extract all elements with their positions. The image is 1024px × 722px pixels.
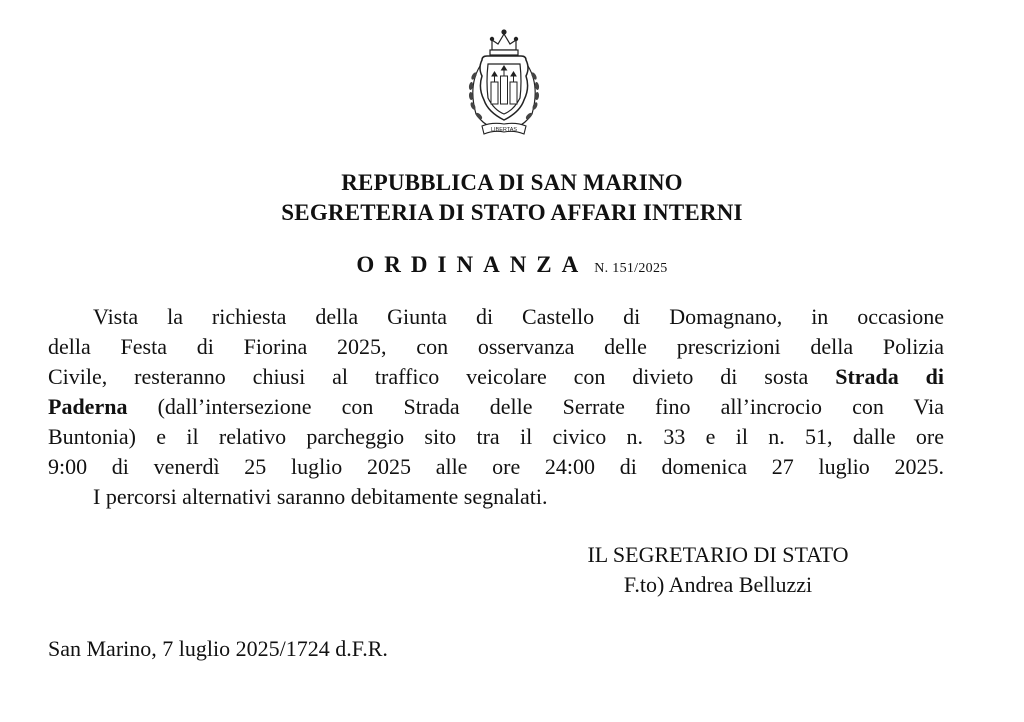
- body-line-7: I percorsi alternativi saranno debitamente segnalati.: [93, 484, 548, 509]
- body-line-5: Buntonia) e il relativo parcheggio sito tra il civico n. 33 e il n. 51, dalle ore: [48, 424, 944, 449]
- ordinanza-number: N. 151/2025: [594, 261, 668, 276]
- coat-of-arms-emblem: [454, 26, 554, 142]
- body-line-4-text: (dall’intersezione con Strada delle Serrate fino all’incrocio con Via: [157, 394, 944, 419]
- emblem-motto: LIBERTAS: [490, 127, 518, 133]
- ordinanza-title: ORDINANZA: [356, 252, 589, 277]
- ordinance-body: [48, 302, 944, 512]
- body-line-6: 9:00 di venerdì 25 luglio 2025 alle ore 24:00 di domenica 27 luglio 2025.: [48, 454, 944, 479]
- body-line-2: della Festa di Fiorina 2025, con osservanza delle prescrizioni della Polizia: [48, 334, 944, 359]
- signatory-name: F.to) Andrea Belluzzi: [623, 572, 813, 597]
- body-line-3-text: Civile, resteranno chiusi al traffico veicolare con divieto di sosta: [48, 364, 809, 389]
- header-republic: REPUBBLICA DI SAN MARINO: [341, 170, 683, 195]
- street-name-bold-cont: Paderna: [48, 394, 128, 419]
- ordinanza-heading: [0, 252, 1024, 278]
- signatory-title: IL SEGRETARIO DI STATO: [587, 542, 849, 567]
- signature-block: [538, 540, 898, 600]
- street-name-bold: Strada di: [835, 364, 945, 389]
- body-line-3: [48, 362, 944, 392]
- header-ministry: SEGRETERIA DI STATO AFFARI INTERNI: [281, 200, 743, 225]
- place-date: San Marino, 7 luglio 2025/1724 d.F.R.: [48, 636, 388, 661]
- body-line-4: [48, 392, 944, 422]
- san-marino-coat-of-arms-icon: [454, 26, 554, 142]
- body-line-1: Vista la richiesta della Giunta di Castello di Domagnano, in occasione: [93, 304, 944, 329]
